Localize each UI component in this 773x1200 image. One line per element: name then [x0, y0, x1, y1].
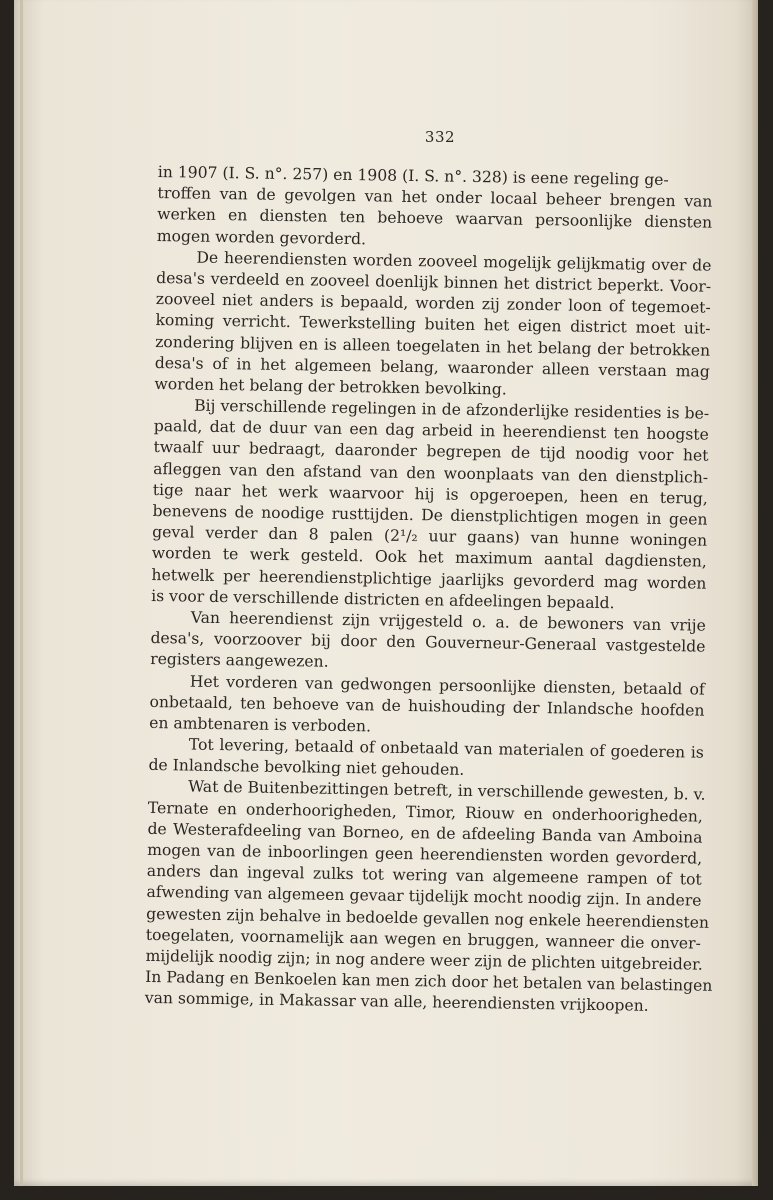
text-line: koming verricht. Tewerkstelling buiten het eigen district moet uit- — [155, 311, 711, 339]
text-line: werken en diensten ten behoeve waarvan persoonlijke diensten — [157, 205, 713, 233]
text-line: Ternate en onderhoorigheden, Timor, Riouw en onderhoorigheden, — [147, 798, 703, 826]
text-line: Van heerendienst zijn vrijgesteld o. a. de bewoners van vrije — [190, 608, 706, 635]
text-line: registers aangewezen. — [150, 650, 329, 672]
text-line: tige naar het werk waarvoor hij is opgeroepen, heen en terug, — [152, 480, 708, 508]
text-line: paald, dat de duur van een dag arbeid in heerendienst ten hoogste — [153, 417, 709, 444]
text-line: in 1907 (I. S. n°. 257) en 1908 (I. S. n°. 328) is eene regeling ge- — [157, 162, 669, 190]
text-line: mijdelijk noodig zijn; in nog andere weer zijn de plichten uitgebreider. — [145, 946, 703, 974]
text-line: mogen worden gevorderd. — [156, 226, 367, 248]
text-line: Wat de Buitenbezittingen betreft, in verschillende gewesten, b. v. — [188, 777, 706, 805]
text-line: desa's verdeeld en zooveel doenlijk binnen het district beperkt. Voor- — [156, 268, 712, 296]
text-line: onbetaald, ten behoeve van de huishouding der Inlandsche hoofden — [149, 692, 705, 720]
text-line: en ambtenaren is verboden. — [149, 713, 372, 736]
text-line: zooveel niet anders is bepaald, worden zij zonder loon of tegemoet- — [155, 290, 711, 317]
page-body — [145, 162, 713, 1018]
text-line: troffen van de gevolgen van het onder locaal beheer brengen van — [157, 184, 713, 211]
text-line: mogen van de inboorlingen geen heerendiensten worden gevorderd, — [147, 840, 703, 868]
text-line: In Padang en Benkoelen kan men zich door het betalen van belastingen — [145, 968, 713, 995]
text-line: twaalf uur bedraagt, daaronder begrepen de tijd noodig voor het — [153, 438, 709, 466]
page-edge — [752, 0, 758, 1186]
text-line: de Inlandsche bevolking niet gehouden. — [148, 756, 465, 780]
text-line: benevens de noodige rusttijden. De dienstplichtigen mogen in geen — [152, 501, 708, 529]
text-line: worden het belang der betrokken bevolking. — [154, 374, 507, 399]
page-gutter — [20, 0, 23, 1186]
text-line: afwending van algemeen gevaar tijdelijk mocht noodig zijn. In andere — [146, 883, 702, 911]
page-number: 332 — [424, 128, 456, 146]
text-line: hetwelk per heerendienstplichtige jaarlijks gevorderd mag worden — [151, 565, 707, 593]
text-line: Bij verschillende regelingen in de afzonderlijke residenties is be- — [194, 396, 710, 423]
text-line: toegelaten, voornamelijk aan wegen en bruggen, wanneer die onver- — [145, 925, 701, 953]
text-line: worden te werk gesteld. Ook het maximum aantal dagdiensten, — [151, 544, 707, 572]
text-line: van sommige, in Makassar van alle, heerendiensten vrijkoopen. — [144, 989, 649, 1016]
text-line: de Westerafdeeling van Borneo, en de afdeeling Banda van Amboina — [147, 819, 703, 847]
text-line: De heerendiensten worden zooveel mogelijk gelijkmatig over de — [196, 248, 712, 275]
text-line: Het vorderen van gedwongen persoonlijke diensten, betaald of — [189, 672, 705, 699]
text-line: Tot levering, betaald of onbetaald van materialen of goederen is — [188, 735, 704, 762]
text-line: desa's of in het algemeen belang, waaronder alleen verstaan mag — [154, 353, 710, 381]
text-line: afleggen van den afstand van den woonplaats van den dienstplich- — [153, 459, 709, 487]
text-line: desa's, voorzoover bij door den Gouverneur-Generaal vastgestelde — [150, 629, 706, 656]
text-line: anders dan ingeval zulks tot wering van algemeene rampen of tot — [146, 862, 702, 889]
text-line: is voor de verschillende districten en afdeelingen bepaald. — [151, 586, 615, 612]
text-line: zondering blijven en is alleen toegelaten in het belang der betrokken — [155, 332, 711, 360]
text-line: gewesten zijn behalve in bedoelde gevallen nog enkele heerendiensten — [146, 904, 710, 932]
text-line: geval verder dan 8 palen (2¹/₂ uur gaans) van hunne woningen — [152, 523, 708, 550]
